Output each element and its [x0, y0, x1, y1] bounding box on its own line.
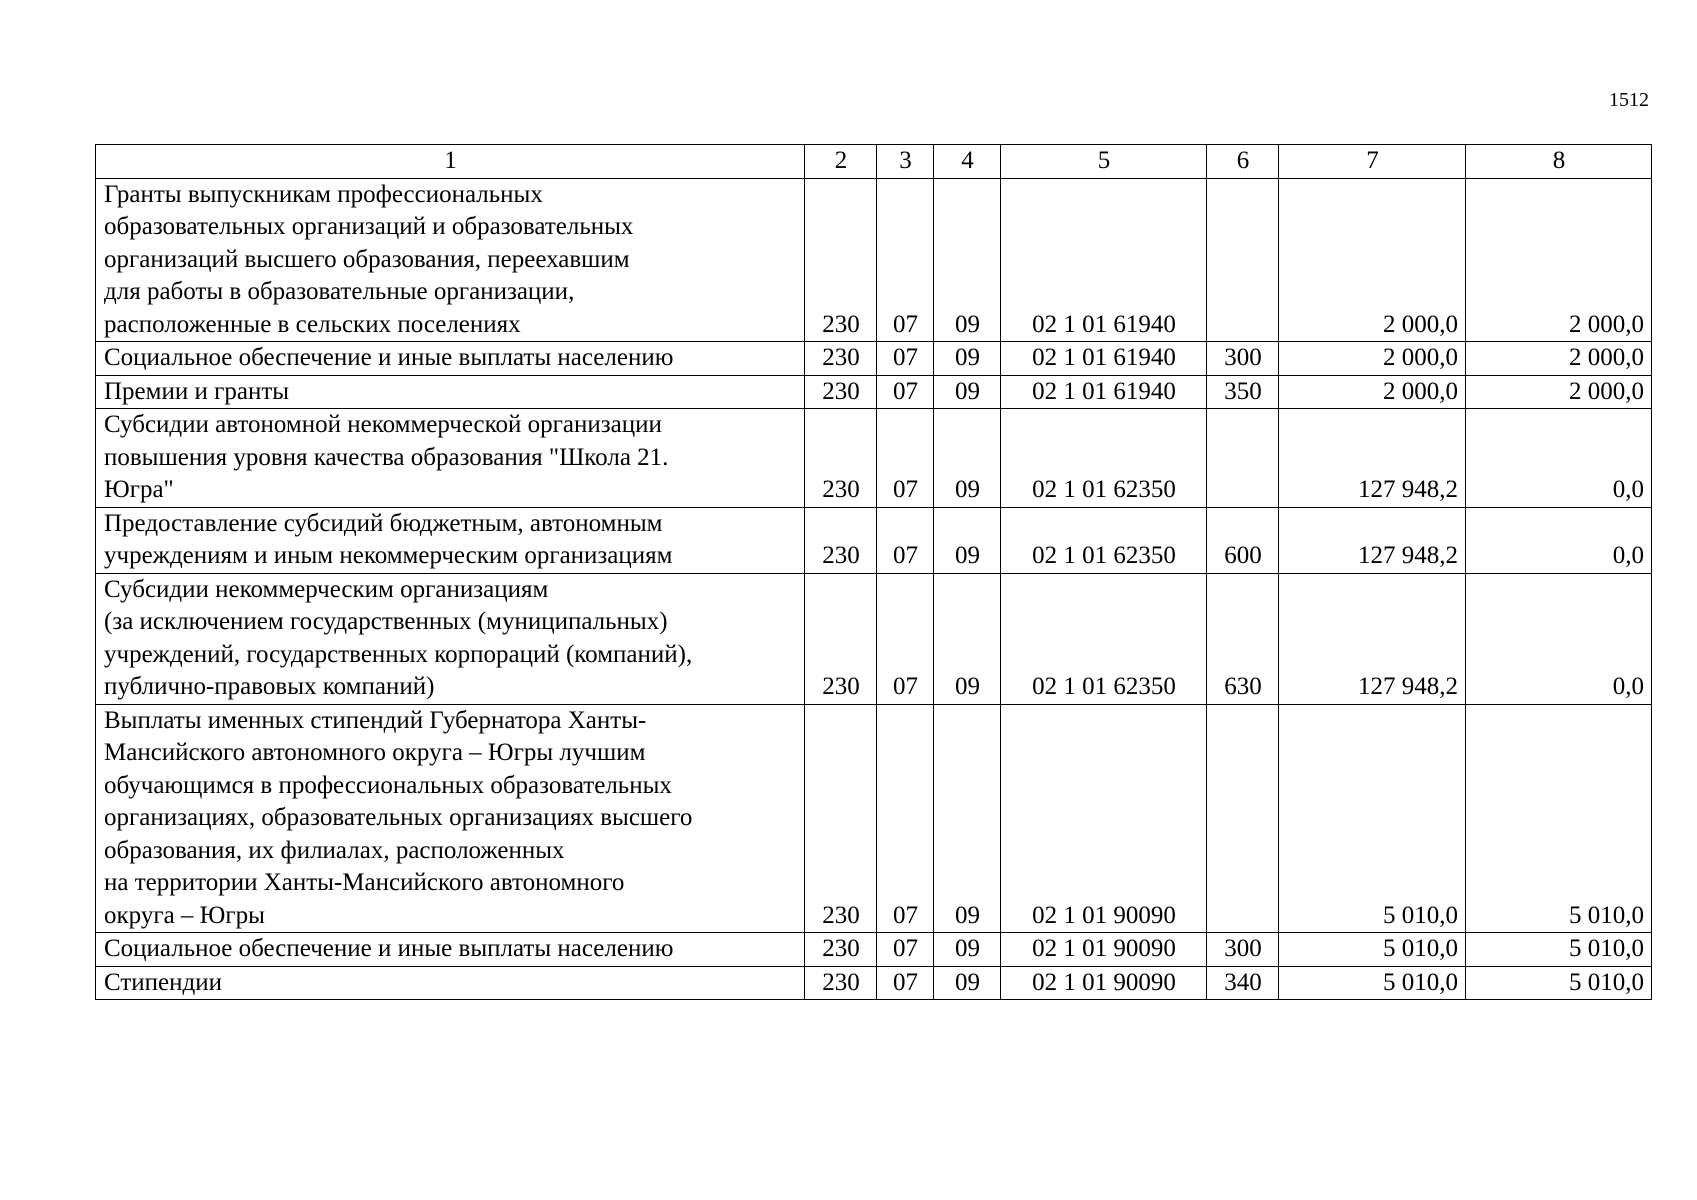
department-code: 230 [805, 342, 877, 376]
subsection-code: 09 [934, 507, 1001, 573]
column-header-2: 2 [805, 145, 877, 179]
target-article-code: 02 1 01 90090 [1001, 933, 1207, 967]
amount-column-8: 5 010,0 [1466, 966, 1652, 1000]
department-code: 230 [805, 409, 877, 508]
table-row [96, 933, 1652, 967]
expense-type-code: 300 [1207, 933, 1279, 967]
amount-column-7: 127 948,2 [1279, 573, 1466, 704]
amount-column-8: 5 010,0 [1466, 704, 1652, 933]
amount-column-8: 2 000,0 [1466, 375, 1652, 409]
subsection-code: 09 [934, 342, 1001, 376]
amount-column-8: 0,0 [1466, 507, 1652, 573]
target-article-code: 02 1 01 62350 [1001, 507, 1207, 573]
subsection-code: 09 [934, 409, 1001, 508]
section-code: 07 [877, 178, 934, 342]
target-article-code: 02 1 01 62350 [1001, 573, 1207, 704]
expense-type-code [1207, 409, 1279, 508]
subsection-code: 09 [934, 933, 1001, 967]
table-row [96, 409, 1652, 508]
section-code: 07 [877, 966, 934, 1000]
target-article-code: 02 1 01 61940 [1001, 342, 1207, 376]
row-name: Социальное обеспечение и иные выплаты населению [96, 342, 805, 376]
department-code: 230 [805, 966, 877, 1000]
section-code: 07 [877, 375, 934, 409]
target-article-code: 02 1 01 90090 [1001, 966, 1207, 1000]
column-header-1: 1 [96, 145, 805, 179]
amount-column-7: 127 948,2 [1279, 507, 1466, 573]
amount-column-8: 0,0 [1466, 409, 1652, 508]
target-article-code: 02 1 01 61940 [1001, 178, 1207, 342]
subsection-code: 09 [934, 704, 1001, 933]
row-name: Премии и гранты [96, 375, 805, 409]
section-code: 07 [877, 342, 934, 376]
expense-type-code [1207, 704, 1279, 933]
expense-type-code: 630 [1207, 573, 1279, 704]
subsection-code: 09 [934, 178, 1001, 342]
department-code: 230 [805, 178, 877, 342]
amount-column-7: 127 948,2 [1279, 409, 1466, 508]
amount-column-7: 5 010,0 [1279, 966, 1466, 1000]
column-header-6: 6 [1207, 145, 1279, 179]
table-row [96, 178, 1652, 342]
section-code: 07 [877, 704, 934, 933]
expense-type-code: 340 [1207, 966, 1279, 1000]
amount-column-7: 2 000,0 [1279, 342, 1466, 376]
header-row [96, 145, 1652, 179]
row-name: Стипендии [96, 966, 805, 1000]
expense-type-code: 600 [1207, 507, 1279, 573]
expense-type-code: 350 [1207, 375, 1279, 409]
row-name: Субсидии автономной некоммерческой организации повышения уровня качества образования "Школа 21. Югра" [96, 409, 805, 508]
row-name: Социальное обеспечение и иные выплаты населению [96, 933, 805, 967]
department-code: 230 [805, 375, 877, 409]
row-name: Гранты выпускникам профессиональных образовательных организаций и образовательных организаций высшего образования, переехавшим для работы в образовательные организации, расположенные в сельских поселениях [96, 178, 805, 342]
row-name: Выплаты именных стипендий Губернатора Ханты- Мансийского автономного округа – Югры лучшим обучающимся в профессиональных образовательных организациях, образовательных организациях высшего образования, их филиалах, расположенных на территории Ханты-Мансийского автономного округа – Югры [96, 704, 805, 933]
column-header-3: 3 [877, 145, 934, 179]
row-name: Предоставление субсидий бюджетным, автономным учреждениям и иным некоммерческим организациям [96, 507, 805, 573]
department-code: 230 [805, 704, 877, 933]
table-row [96, 704, 1652, 933]
column-header-7: 7 [1279, 145, 1466, 179]
expense-type-code [1207, 178, 1279, 342]
amount-column-7: 2 000,0 [1279, 375, 1466, 409]
amount-column-7: 2 000,0 [1279, 178, 1466, 342]
row-name: Субсидии некоммерческим организациям (за исключением государственных (муниципальных) учреждений, государственных корпораций (компаний), публично-правовых компаний) [96, 573, 805, 704]
subsection-code: 09 [934, 573, 1001, 704]
column-header-5: 5 [1001, 145, 1207, 179]
amount-column-8: 2 000,0 [1466, 342, 1652, 376]
subsection-code: 09 [934, 966, 1001, 1000]
amount-column-8: 2 000,0 [1466, 178, 1652, 342]
amount-column-7: 5 010,0 [1279, 933, 1466, 967]
section-code: 07 [877, 409, 934, 508]
target-article-code: 02 1 01 90090 [1001, 704, 1207, 933]
section-code: 07 [877, 933, 934, 967]
department-code: 230 [805, 573, 877, 704]
amount-column-8: 0,0 [1466, 573, 1652, 704]
department-code: 230 [805, 933, 877, 967]
table-body [96, 178, 1652, 1000]
department-code: 230 [805, 507, 877, 573]
section-code: 07 [877, 573, 934, 704]
subsection-code: 09 [934, 375, 1001, 409]
column-header-4: 4 [934, 145, 1001, 179]
target-article-code: 02 1 01 61940 [1001, 375, 1207, 409]
amount-column-7: 5 010,0 [1279, 704, 1466, 933]
budget-table [95, 144, 1652, 1000]
column-header-8: 8 [1466, 145, 1652, 179]
table-row [96, 507, 1652, 573]
section-code: 07 [877, 507, 934, 573]
table-row [96, 375, 1652, 409]
table-row [96, 573, 1652, 704]
page-number: 1512 [1609, 89, 1649, 111]
table-row [96, 966, 1652, 1000]
table-row [96, 342, 1652, 376]
target-article-code: 02 1 01 62350 [1001, 409, 1207, 508]
amount-column-8: 5 010,0 [1466, 933, 1652, 967]
table-header [96, 145, 1652, 179]
expense-type-code: 300 [1207, 342, 1279, 376]
